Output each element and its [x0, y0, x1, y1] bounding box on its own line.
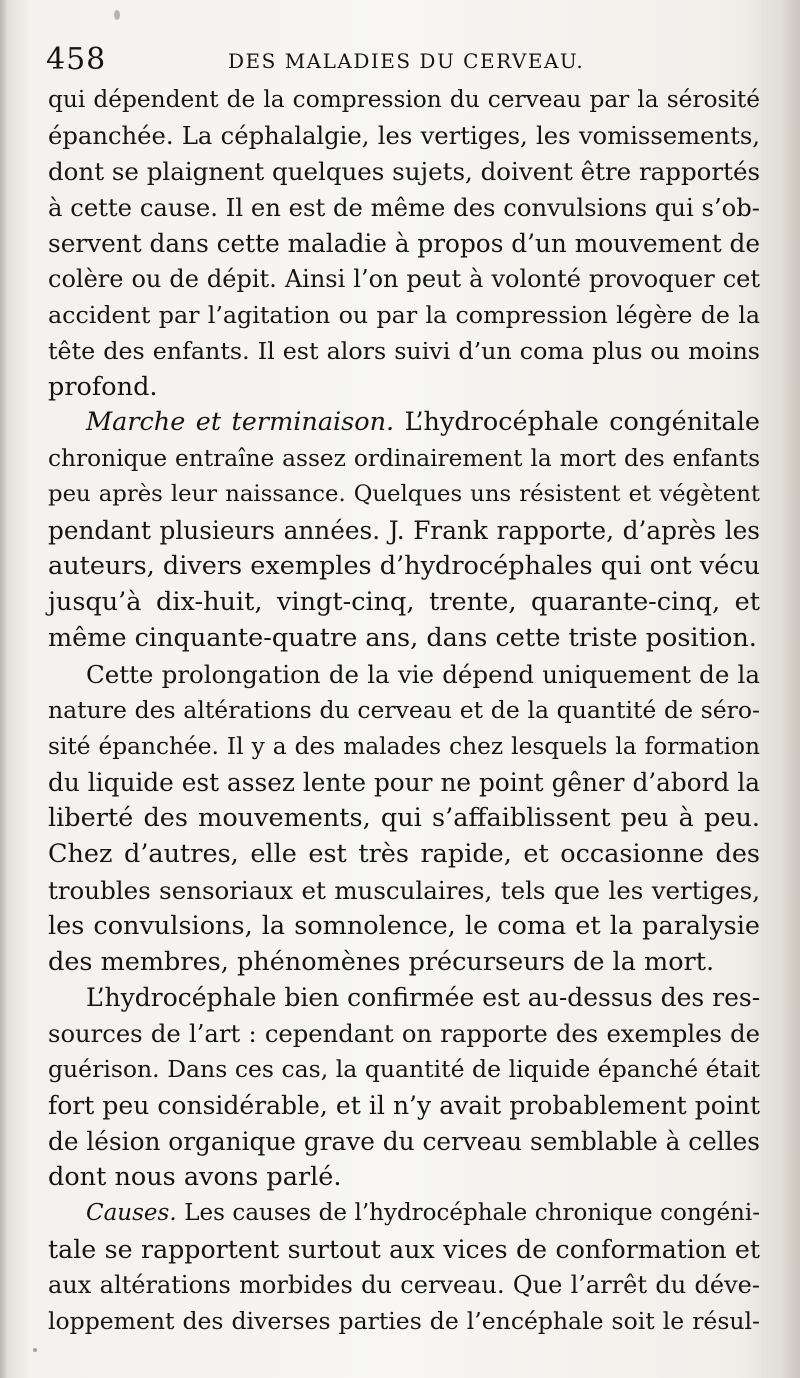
text-line: fort peu considérable, et il n’y avait probablement point [48, 1091, 760, 1121]
text-line: dont nous avons parlé. [48, 1162, 342, 1193]
section-heading-line: Causes. Les causes de l’hydrocéphale chronique congéni- [86, 1200, 760, 1227]
page-right-edge-shadow [782, 0, 800, 1378]
text-line: à cette cause. Il en est de même des convulsions qui s’ob- [48, 192, 760, 222]
text-line: Cette prolongation de la vie dépend uniquement de la [86, 660, 760, 689]
body-text [48, 82, 760, 1340]
text-line: jusqu’à dix-huit, vingt-cinq, trente, quarante-cinq, et [48, 587, 760, 618]
text-line: du liquide est assez lente pour ne point gêner d’abord la [48, 767, 760, 797]
text-line: liberté des mouvements, qui s’affaiblissent peu à peu. [48, 802, 760, 833]
text-line: de lésion organique grave du cerveau semblable à celles [48, 1127, 760, 1157]
text-line: aux altérations morbides du cerveau. Que l’arrêt du déve- [48, 1270, 760, 1299]
text-line: tale se rapportent surtout aux vices de conformation et [48, 1235, 760, 1264]
section-heading-line: Marche et terminaison. L’hydrocéphale congénitale [86, 407, 760, 438]
section-heading: Causes. [86, 1200, 177, 1227]
text-line: guérison. Dans ces cas, la quantité de liquide épanché était [48, 1055, 760, 1084]
text-line: chronique entraîne assez ordinairement la mort des enfants [48, 445, 760, 473]
page-header [46, 40, 766, 80]
page-left-edge-shadow [0, 0, 8, 1378]
text-line: même cinquante-quatre ans, dans cette triste position. [48, 623, 757, 654]
text-line: auteurs, divers exemples d’hydrocéphales qui ont vécu [48, 551, 760, 582]
running-head: DES MALADIES DU CERVEAU. [228, 49, 585, 73]
text-line: Chez d’autres, elle est très rapide, et occasionne des [48, 838, 760, 869]
text-line: L’hydrocéphale bien confirmée est au-dessus des res- [86, 983, 761, 1013]
text-line: colère ou de dépit. Ainsi l’on peut à volonté provoquer cet [48, 264, 760, 293]
text-line: pendant plusieurs années. J. Frank rapporte, d’après les [48, 516, 760, 546]
text-line: accident par l’agitation ou par la compression légère de la [48, 300, 760, 329]
text-line: servent dans cette maladie à propos d’un mouvement de [48, 228, 761, 258]
text-line: sources de l’art : cependant on rapporte des exemples de [48, 1019, 760, 1049]
page-number: 458 [46, 42, 107, 77]
section-heading: Marche et terminaison. [86, 407, 395, 438]
text-line: épanchée. La céphalalgie, les vertiges, les vomissements, [48, 120, 760, 150]
text-line: dont se plaignent quelques sujets, doivent être rapportés [48, 156, 761, 186]
text-line: troubles sensoriaux et musculaires, tels que les vertiges, [48, 875, 760, 905]
text-line: qui dépendent de la compression du cerveau par la sérosité [48, 86, 760, 113]
text-line: loppement des diverses parties de l’encéphale soit le résul- [48, 1306, 760, 1335]
text-line: tête des enfants. Il est alors suivi d’un coma plus ou moins [48, 336, 760, 365]
text-line: peu après leur naissance. Quelques uns résistent et végètent [48, 481, 760, 508]
text-line: sité épanchée. Il y a des malades chez lesquels la formation [48, 732, 760, 760]
text-line: profond. [48, 371, 158, 402]
ink-speck [33, 1348, 37, 1352]
ink-smudge [114, 10, 120, 20]
text-line: nature des altérations du cerveau et de la quantité de séro- [48, 695, 760, 724]
text-line: les convulsions, la somnolence, le coma et la paralysie [48, 910, 760, 941]
text-line: des membres, phénomènes précurseurs de la mort. [48, 946, 715, 977]
